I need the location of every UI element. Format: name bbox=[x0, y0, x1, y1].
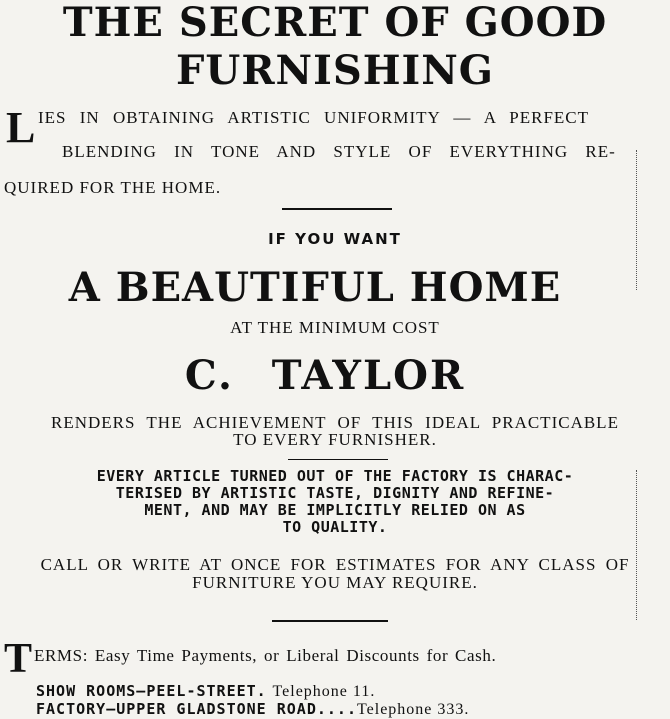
if-you-want: IF YOU WANT bbox=[268, 230, 402, 248]
factory-phone: Telephone 333. bbox=[356, 701, 470, 718]
renders-line-2: TO EVERY FURNISHER. bbox=[233, 430, 437, 449]
factory-label: FACTORY—UPPER GLADSTONE ROAD.... bbox=[36, 700, 357, 718]
article-line-2: TERISED BY ARTISTIC TASTE, DIGNITY AND REFINE- bbox=[115, 484, 555, 502]
factory-line bbox=[36, 700, 469, 719]
intro-line-1: IES IN OBTAINING ARTISTIC UNIFORMITY — A PERFECT bbox=[38, 108, 590, 127]
company-name: C. TAYLOR bbox=[184, 352, 466, 399]
article-line-3: MENT, AND MAY BE IMPLICITLY RELIED ON AS bbox=[144, 501, 526, 519]
column-edge bbox=[636, 150, 638, 290]
intro-line-3: QUIRED FOR THE HOME. bbox=[4, 178, 222, 197]
article-line-1: EVERY ARTICLE TURNED OUT OF THE FACTORY IS CHARAC- bbox=[96, 467, 574, 485]
intro-line-2: BLENDING IN TONE AND STYLE OF EVERYTHING RE- bbox=[62, 142, 616, 161]
call-line-2: FURNITURE YOU MAY REQUIRE. bbox=[192, 573, 478, 592]
beautiful-home-heading: A BEAUTIFUL HOME bbox=[68, 264, 562, 311]
show-rooms-label: SHOW ROOMS—PEEL-STREET. bbox=[36, 682, 267, 700]
divider-rule bbox=[272, 620, 388, 622]
show-rooms-line bbox=[36, 682, 375, 701]
divider-rule bbox=[282, 208, 392, 210]
article-line-4: TO QUALITY. bbox=[282, 518, 388, 536]
terms-text: ERMS: Easy Time Payments, or Liberal Discounts for Cash. bbox=[34, 646, 497, 665]
headline-line-2: FURNISHING bbox=[176, 47, 494, 94]
show-rooms-phone: Telephone 11. bbox=[272, 683, 376, 700]
terms-drop-cap: T bbox=[4, 636, 33, 682]
intro-drop-cap: L bbox=[6, 103, 36, 152]
divider-rule bbox=[288, 459, 388, 460]
column-edge bbox=[636, 470, 638, 620]
renders-line-1: RENDERS THE ACHIEVEMENT OF THIS IDEAL PRACTICABLE bbox=[51, 413, 619, 432]
headline-line-1: THE SECRET OF GOOD bbox=[62, 0, 608, 46]
call-line-1: CALL OR WRITE AT ONCE FOR ESTIMATES FOR ANY CLASS OF bbox=[40, 555, 630, 574]
minimum-cost: AT THE MINIMUM COST bbox=[230, 318, 440, 337]
